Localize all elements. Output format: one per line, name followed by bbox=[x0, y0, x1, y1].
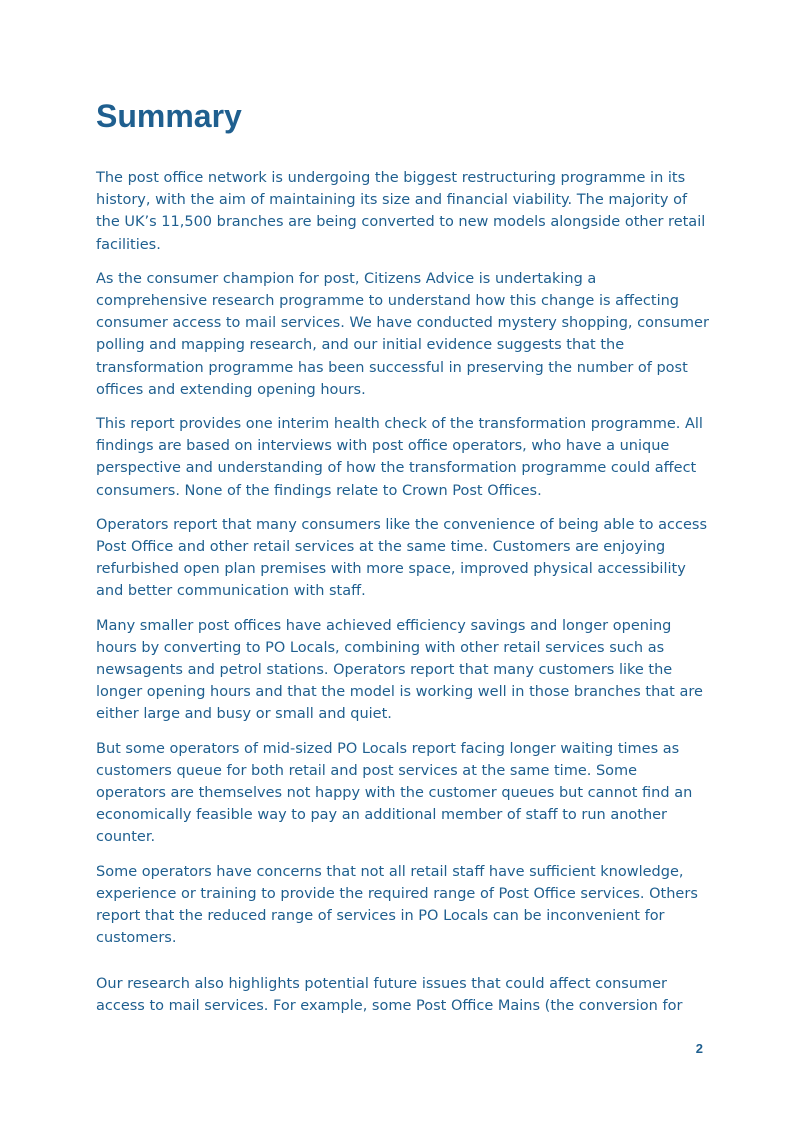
summary-body bbox=[96, 167, 711, 1029]
page-title: Summary bbox=[96, 98, 242, 134]
page-number: 2 bbox=[695, 1041, 703, 1056]
paragraph-waiting-times: But some operators of mid-sized PO Locals report facing longer waiting times as customers queue for both retail and post services at the same time. Some operators are themselves not happy with the customer queues but cannot find an economically feasible way to pay an additional member of staff to run another counter. bbox=[96, 740, 693, 846]
paragraph-future-issues: Our research also highlights potential future issues that could affect consumer access to mail services. For example, some Post Office Mains (the conversion for bbox=[96, 975, 683, 1014]
paragraph-staff-knowledge: Some operators have concerns that not all retail staff have sufficient knowledge, experience or training to provide the required range of Post Office services. Others report that the reduced range of services in PO Locals can be inconvenient for customers. bbox=[96, 863, 698, 947]
paragraph-convenience: Operators report that many consumers like the convenience of being able to access Post Office and other retail services at the same time. Customers are enjoying refurbished open plan premises with more space, improved physical accessibility and better communication with staff. bbox=[96, 516, 708, 600]
paragraph-interim-health-check: This report provides one interim health check of the transformation programme. All findings are based on interviews with post office operators, who have a unique perspective and understanding of how the transformation programme could affect consumers. None of the findings relate to Crown Post Offices. bbox=[96, 416, 703, 499]
paragraph-restructuring: The post office network is undergoing the biggest restructuring programme in its history, with the aim of maintaining its size and financial viability. The majority of the UK’s 11,500 branches are being converted to new models alongside other retail facilities. bbox=[96, 170, 706, 253]
paragraph-efficiency-savings: Many smaller post offices have achieved efficiency savings and longer opening hours by converting to PO Locals, combining with other retail services such as newsagents and petrol stations. Operators report that many customers like the longer opening hours and that the model is working well in those branches that are either large and busy or small and quiet. bbox=[96, 617, 703, 723]
paragraph-consumer-champion: As the consumer champion for post, Citizens Advice is undertaking a comprehensive research programme to understand how this change is affecting consumer access to mail services. We have conducted mystery shopping, consumer polling and mapping research, and our initial evidence suggests that the transformation programme has been successful in preserving the number of post offices and extending opening hours. bbox=[96, 270, 709, 398]
